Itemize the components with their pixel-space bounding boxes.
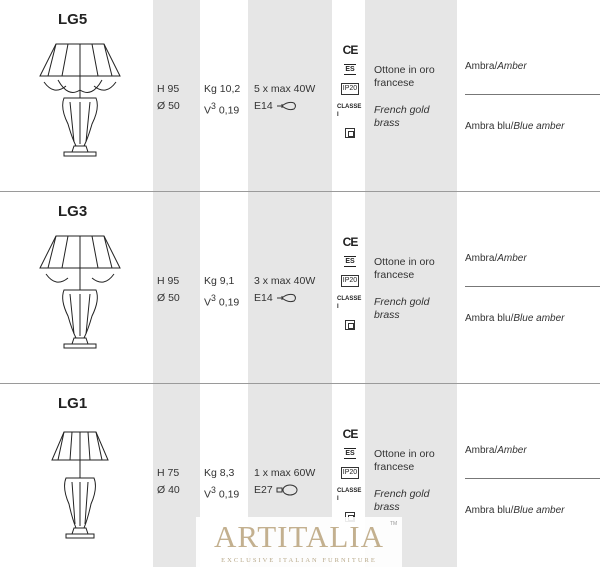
color-option-1 [465,61,527,72]
watermark-subtitle: EXCLUSIVE ITALIAN FURNITURE [221,557,377,564]
color2-en: Blue amber [513,121,565,132]
lamp-capacity: 3 x max 40W [254,275,316,287]
table-lamp-3-arm-icon [34,230,126,358]
color1-it: Ambra/ [465,61,498,72]
model-code: LG5 [58,11,88,28]
volume-number: 0,19 [218,488,240,501]
ip-rating: IP20 [341,467,359,479]
globe-bulb-icon [276,484,298,496]
candle-bulb-icon [276,292,298,304]
volume-sup: 3 [211,485,216,495]
color1-en: Amber [497,61,527,72]
volume-number: 0,19 [218,296,240,309]
model-code: LG3 [58,203,88,220]
height-value: H 95 [157,83,180,95]
weight-value: Kg 9,1 [204,275,235,287]
finish-english: French gold brass [374,488,430,513]
color2-it: Ambra blu/ [465,505,514,516]
finish-italian: Ottone in oro francese [374,64,435,89]
volume-value [204,99,239,118]
table-lamp-5-arm-icon [34,38,126,166]
ce-mark: CE [342,235,358,249]
volume-prefix: V [204,488,212,501]
color-option-1 [465,253,527,264]
color2-it: Ambra blu/ [465,313,514,324]
watermark-title: ARTITALIA [214,519,384,554]
finish-english: French gold brass [374,104,430,129]
socket-label: E27 [254,484,273,496]
grey-column-finish [365,0,457,191]
volume-value [204,291,239,310]
volume-sup: 3 [211,293,216,303]
es-mark: ES [345,66,355,73]
model-code: LG1 [58,395,88,412]
classe-label: CLASSE I [337,296,362,310]
color-option-1 [465,445,527,456]
weight-value: Kg 10,2 [204,83,241,95]
certification-marks [337,40,363,138]
es-mark: ES [345,450,355,457]
certification-marks [337,424,363,522]
color-divider [465,478,600,479]
table-lamp-single-icon [40,422,120,550]
weight-value: Kg 8,3 [204,467,235,479]
height-value: H 95 [157,275,180,287]
lamp-capacity: 1 x max 60W [254,467,316,479]
double-insulation-icon [345,128,355,138]
color-divider [465,94,600,95]
socket-label: E14 [254,292,273,304]
color2-it: Ambra blu/ [465,121,514,132]
classe-label: CLASSE I [337,104,362,118]
color1-it: Ambra/ [465,253,498,264]
ip-rating: IP20 [341,275,359,287]
es-mark: ES [345,258,355,265]
volume-number: 0,19 [218,104,240,117]
volume-prefix: V [204,104,212,117]
ip-rating: IP20 [341,83,359,95]
socket-type [254,291,298,305]
height-value: H 75 [157,467,180,479]
classe-label: CLASSE I [337,488,362,502]
volume-value [204,483,239,502]
socket-label: E14 [254,100,273,112]
color2-en: Blue amber [513,313,565,324]
socket-type [254,483,298,497]
diameter-value: Ø 50 [157,100,180,112]
ce-mark: CE [342,43,358,57]
color-option-2 [465,121,565,132]
ce-mark: CE [342,427,358,441]
finish-italian: Ottone in oro francese [374,448,435,473]
color2-en: Blue amber [513,505,565,516]
socket-type [254,99,298,113]
color1-it: Ambra/ [465,445,498,456]
watermark-tm: TM [390,521,398,527]
candle-bulb-icon [276,100,298,112]
product-row-lg5 [0,0,600,191]
diameter-value: Ø 50 [157,292,180,304]
finish-italian: Ottone in oro francese [374,256,435,281]
certification-marks [337,232,363,330]
double-insulation-icon [345,320,355,330]
color-divider [465,286,600,287]
artitalia-watermark [196,517,402,567]
volume-sup: 3 [211,101,216,111]
color-option-2 [465,313,565,324]
product-row-lg3 [0,192,600,383]
volume-prefix: V [204,296,212,309]
lamp-capacity: 5 x max 40W [254,83,316,95]
color1-en: Amber [497,253,527,264]
grey-column-finish [365,192,457,383]
finish-english: French gold brass [374,296,430,321]
diameter-value: Ø 40 [157,484,180,496]
color1-en: Amber [497,445,527,456]
color-option-2 [465,505,565,516]
